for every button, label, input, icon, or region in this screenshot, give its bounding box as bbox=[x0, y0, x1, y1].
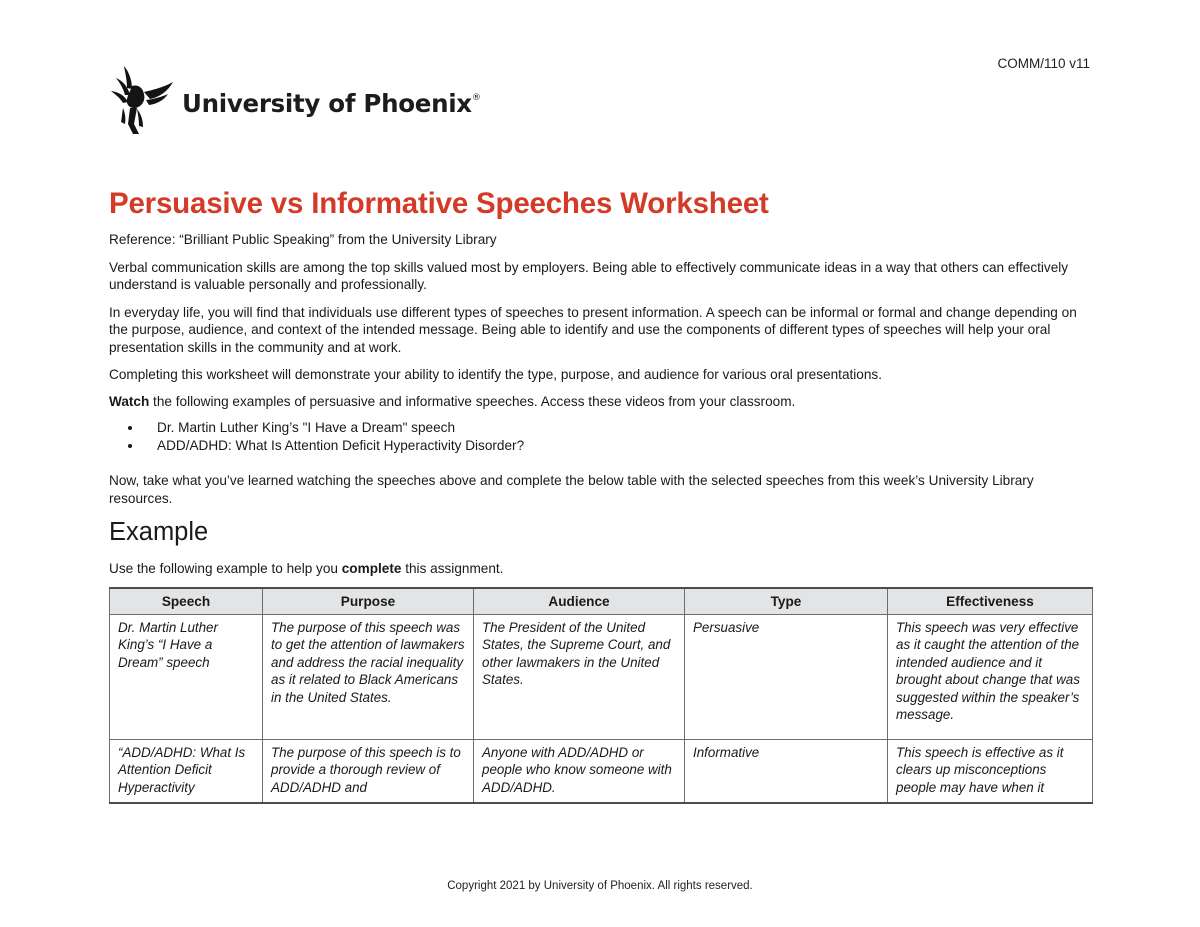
reference-line: Reference: “Brilliant Public Speaking” from the University Library bbox=[109, 232, 497, 247]
table-cell: “ADD/ADHD: What Is Attention Deficit Hyperactivity bbox=[110, 739, 263, 803]
table-cell: Informative bbox=[685, 739, 888, 803]
logo-wordmark bbox=[182, 89, 481, 118]
column-header: Speech bbox=[110, 588, 263, 615]
speech-list bbox=[109, 419, 1094, 455]
table-row bbox=[110, 739, 1093, 803]
objective-paragraph: Completing this worksheet will demonstrate your ability to identify the type, purpose, and audience for various oral presentations. bbox=[109, 367, 882, 382]
example-intro-text: Use the following example to help you bbox=[109, 561, 342, 576]
column-header: Effectiveness bbox=[888, 588, 1093, 615]
page-title: Persuasive vs Informative Speeches Worksheet bbox=[109, 187, 769, 220]
table-header-row bbox=[110, 588, 1093, 615]
example-intro bbox=[109, 560, 1094, 578]
table-cell: The President of the United States, the Supreme Court, and other lawmakers in the United States. bbox=[474, 614, 685, 739]
list-item: • ADD/ADHD: What Is Attention Deficit Hyperactivity Disorder? bbox=[143, 437, 1094, 455]
intro-paragraph: Verbal communication skills are among the top skills valued most by employers. Being able to effectively communicate ideas in a way that others can effectively understand is valuable personally and professionally. bbox=[109, 259, 1069, 292]
table-cell: This speech was very effective as it caught the attention of the intended audience and it brought about change that was suggested within the speaker’s message. bbox=[888, 614, 1093, 739]
watch-instruction bbox=[109, 393, 1094, 411]
table-row bbox=[110, 614, 1093, 739]
table-cell: Dr. Martin Luther King’s “I Have a Dream” speech bbox=[110, 614, 263, 739]
example-intro-end: this assignment. bbox=[401, 561, 504, 576]
watch-bold: Watch bbox=[109, 393, 150, 409]
watch-text: the following examples of persuasive and informative speeches. Access these videos from your classroom. bbox=[149, 393, 796, 409]
table-cell: This speech is effective as it clears up misconceptions people may have when it bbox=[888, 739, 1093, 803]
column-header: Type bbox=[685, 588, 888, 615]
course-code: COMM/110 v11 bbox=[997, 56, 1090, 71]
university-logo bbox=[110, 64, 481, 136]
example-intro-bold: complete bbox=[341, 561, 402, 576]
list-item: • Dr. Martin Luther King’s "I Have a Dream" speech bbox=[143, 419, 1094, 437]
copyright-footer: Copyright 2021 by University of Phoenix. All rights reserved. bbox=[447, 880, 753, 892]
worksheet-content bbox=[109, 186, 1094, 804]
context-paragraph: In everyday life, you will find that individuals use different types of speeches to present information. A speech can be informal or formal and change depending on the purpose, audience, and context of the intended message. Being able to identify and use the components of different types of speeches will help your oral presentation skills in the community and at work. bbox=[109, 304, 1077, 355]
table-cell: Persuasive bbox=[685, 614, 888, 739]
example-heading: Example bbox=[109, 518, 209, 546]
example-table bbox=[109, 587, 1093, 805]
column-header: Purpose bbox=[263, 588, 474, 615]
registered-mark: ® bbox=[471, 93, 481, 104]
phoenix-logo-icon bbox=[110, 64, 176, 136]
table-cell: The purpose of this speech was to get the attention of lawmakers and address the racial inequality as it related to Black Americans in the United States. bbox=[263, 614, 474, 739]
logo-text: University of Phoenix bbox=[182, 88, 472, 118]
table-cell: The purpose of this speech is to provide a thorough review of ADD/ADHD and bbox=[263, 739, 474, 803]
table-cell: Anyone with ADD/ADHD or people who know someone with ADD/ADHD. bbox=[474, 739, 685, 803]
table-instruction: Now, take what you’ve learned watching the speeches above and complete the below table with the selected speeches from this week’s University Library resources. bbox=[109, 473, 1034, 506]
column-header: Audience bbox=[474, 588, 685, 615]
